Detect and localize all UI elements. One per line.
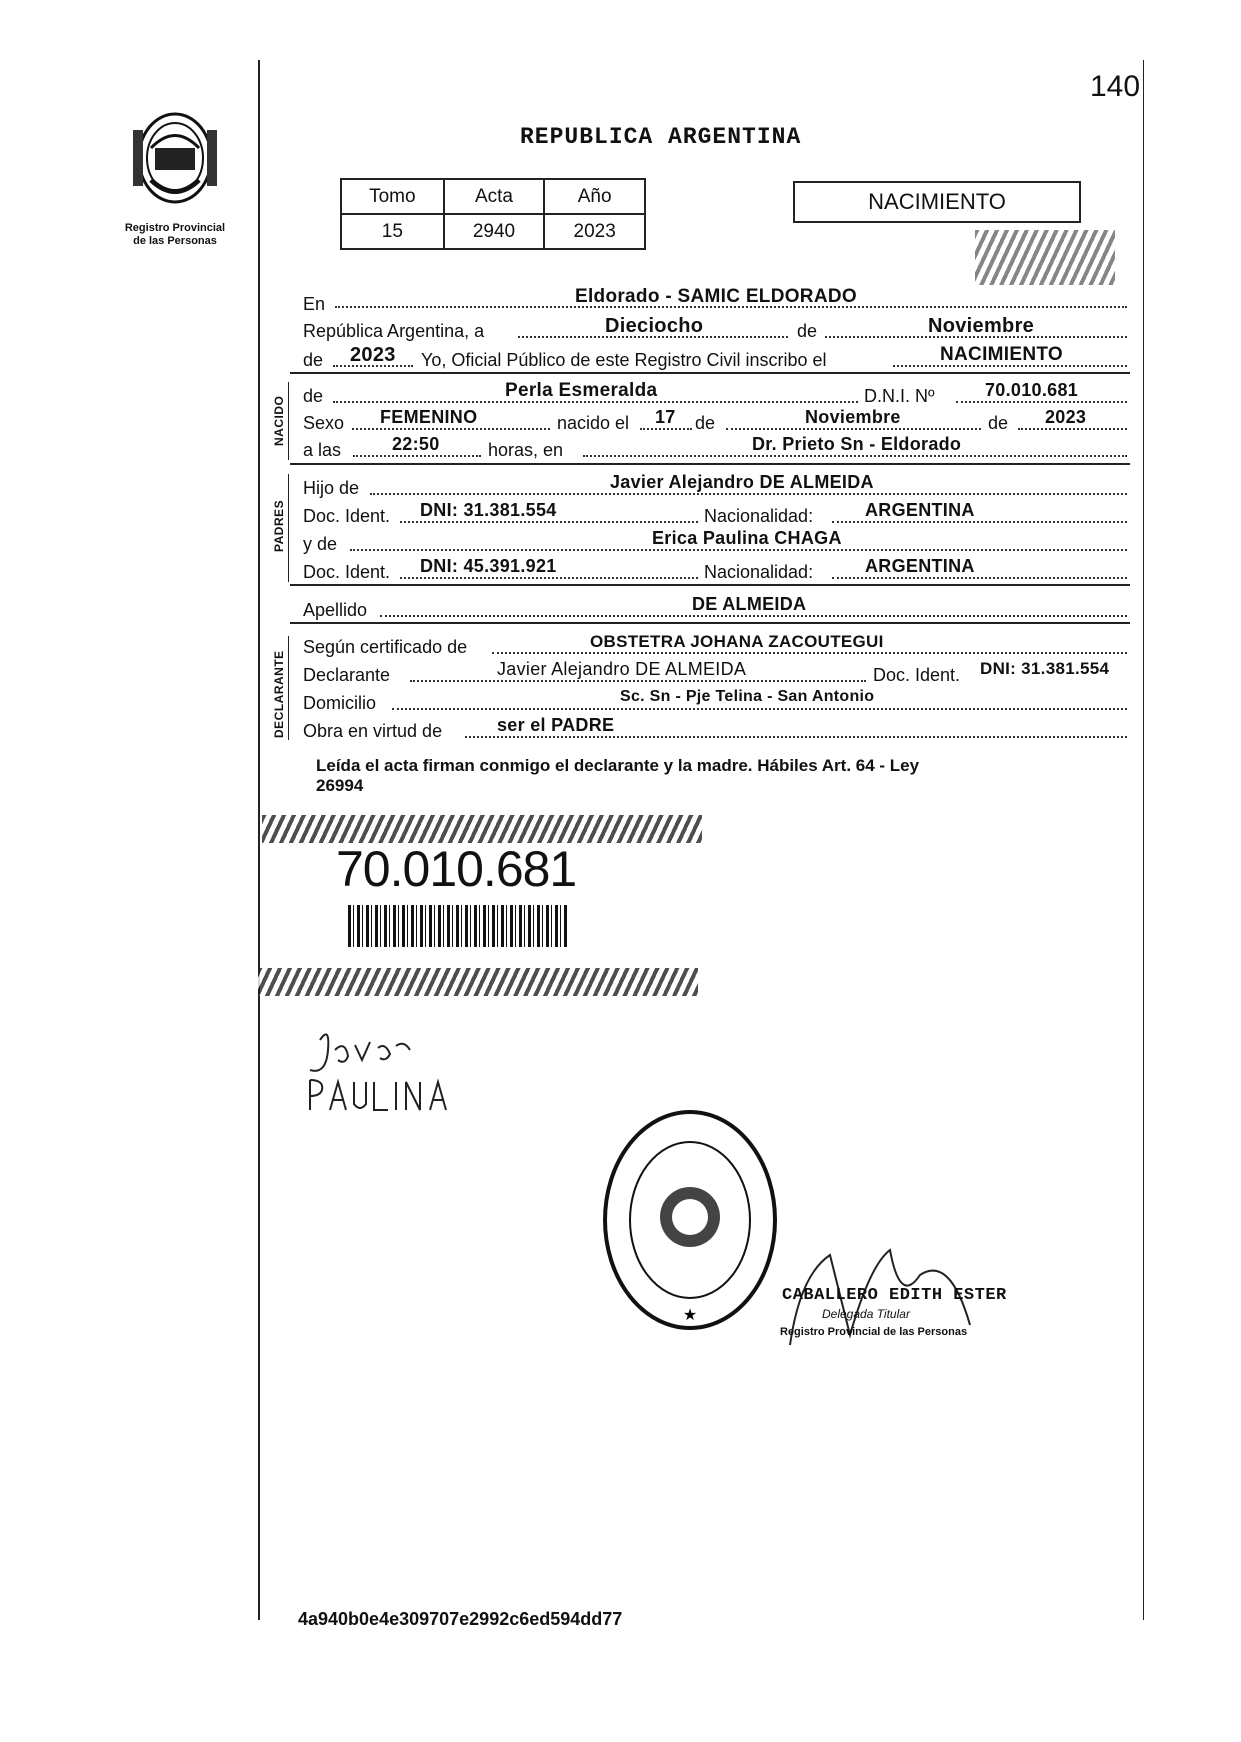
sexo-dots — [352, 428, 550, 430]
mother-dots — [350, 549, 1127, 551]
inscribo-value: NACIMIENTO — [940, 344, 1063, 365]
nacido-name-value: Perla Esmeralda — [505, 380, 658, 401]
padres-bracket — [288, 474, 289, 582]
de-label: de — [797, 321, 818, 341]
father-dots — [370, 493, 1127, 495]
tomo-header: Tomo — [341, 179, 444, 214]
obra-dots — [465, 736, 1127, 738]
document-title: REPUBLICA ARGENTINA — [520, 124, 802, 150]
hour-dots — [353, 455, 481, 457]
logo-caption-line1: Registro Provincial — [124, 222, 226, 234]
doc1-label: Doc. Ident. — [303, 506, 391, 526]
dom-label: Domicilio — [303, 693, 377, 713]
officer-office: Registro Provincial de las Personas — [780, 1326, 968, 1338]
birth-month-dots — [726, 428, 981, 430]
cert-dots — [492, 652, 1127, 654]
nacido-divider — [290, 463, 1130, 465]
nacido-bracket — [288, 382, 289, 460]
padres-side-label: PADRES — [272, 499, 286, 552]
security-pattern — [975, 230, 1115, 285]
left-margin-line — [258, 60, 260, 1620]
cert-label: Según certificado de — [303, 637, 468, 657]
alas-label: a las — [303, 440, 342, 460]
nac2-label: Nacionalidad: — [704, 562, 814, 582]
anio-header: Año — [544, 179, 645, 214]
day-value: Dieciocho — [605, 315, 704, 337]
year-value: 2023 — [350, 344, 396, 366]
decl-doc-label: Doc. Ident. — [873, 665, 961, 685]
footer-hash: 4a940b0e4e309707e2992c6ed594dd77 — [298, 1609, 623, 1629]
reference-table — [340, 178, 646, 250]
page-number: 140 — [1090, 70, 1141, 103]
birth-month-value: Noviembre — [805, 407, 901, 427]
hour-value: 22:50 — [392, 434, 440, 454]
header-divider — [290, 372, 1130, 374]
nac1-value: ARGENTINA — [865, 500, 975, 520]
birth-year-dots — [1018, 428, 1127, 430]
dom-value: Sc. Sn - Pje Telina - San Antonio — [620, 688, 875, 705]
logo-caption — [100, 222, 250, 248]
doc2-dots — [400, 577, 698, 579]
dni-label: D.N.I. Nº — [864, 386, 935, 406]
acta-value: 2940 — [444, 214, 545, 249]
nac2-value: ARGENTINA — [865, 556, 975, 576]
tomo-value: 15 — [341, 214, 444, 249]
registry-logo — [125, 108, 225, 218]
place-value: Dr. Prieto Sn - Eldorado — [752, 434, 962, 454]
en-label: En — [303, 294, 326, 314]
nacido-side-label: NACIDO — [272, 395, 286, 446]
right-margin-line — [1143, 60, 1144, 1620]
officer-name: CABALLERO EDITH ESTER — [782, 1286, 1007, 1305]
place-dots — [583, 455, 1127, 457]
closing-line1: Leída el acta firman conmigo el declarante y la madre. Hábiles Art. 64 - Ley — [316, 756, 920, 775]
father-value: Javier Alejandro DE ALMEIDA — [610, 472, 874, 492]
reference-table-value-row — [341, 214, 645, 249]
birth-year-value: 2023 — [1045, 407, 1087, 427]
decl-value: Javier Alejandro DE ALMEIDA — [497, 659, 747, 679]
seal-icon — [125, 108, 225, 218]
nac1-dots — [832, 521, 1127, 523]
obra-value: ser el PADRE — [497, 715, 615, 735]
apellido-divider — [290, 622, 1130, 624]
cert-value: OBSTETRA JOHANA ZACOUTEGUI — [590, 632, 884, 651]
apellido-value: DE ALMEIDA — [692, 594, 807, 614]
doc2-label: Doc. Ident. — [303, 562, 391, 582]
horas-label: horas, en — [488, 440, 564, 460]
decl-doc-value: DNI: 31.381.554 — [980, 659, 1110, 678]
doc1-dots — [400, 521, 698, 523]
sexo-label: Sexo — [303, 413, 345, 433]
closing-line2: 26994 — [316, 776, 364, 795]
barcode-top-pattern — [262, 815, 702, 843]
apellido-dots — [380, 615, 1127, 617]
nacido-de-label: de — [303, 386, 324, 406]
officer-role: Delegada Titular — [822, 1307, 910, 1321]
reference-table-header-row — [341, 179, 645, 214]
svg-text:★: ★ — [682, 1305, 698, 1324]
official-stamp — [600, 1105, 780, 1335]
birth-day-dots — [640, 428, 692, 430]
decl-label: Declarante — [303, 665, 391, 685]
dni-value: 70.010.681 — [985, 380, 1079, 400]
sexo-value: FEMENINO — [380, 407, 478, 427]
nac2-dots — [832, 577, 1127, 579]
declarante-bracket — [288, 636, 289, 740]
barcode-number: 70.010.681 — [336, 841, 577, 897]
birth-de-label: de — [695, 413, 716, 433]
doc2-value: DNI: 45.391.921 — [420, 556, 557, 576]
barcode — [348, 905, 568, 947]
republica-label: República Argentina, a — [303, 321, 485, 341]
nac1-label: Nacionalidad: — [704, 506, 814, 526]
closing-text — [316, 756, 919, 796]
en-value: Eldorado - SAMIC ELDORADO — [575, 286, 857, 307]
birth-day-value: 17 — [655, 407, 676, 427]
nacido-el-label: nacido el — [557, 413, 630, 433]
inscribo-label: Yo, Oficial Público de este Registro Civil inscribo el — [421, 350, 827, 370]
apellido-label: Apellido — [303, 600, 368, 620]
acta-header: Acta — [444, 179, 545, 214]
birth-de2-label: de — [988, 413, 1009, 433]
de2-label: de — [303, 350, 324, 370]
dom-dots — [392, 708, 1127, 710]
logo-caption-line2: de las Personas — [133, 235, 217, 247]
obra-label: Obra en virtud de — [303, 721, 443, 741]
dni-dots — [956, 401, 1127, 403]
handwritten-signature — [300, 1020, 470, 1120]
record-type: NACIMIENTO — [868, 189, 1006, 214]
record-type-box — [793, 181, 1081, 223]
doc1-value: DNI: 31.381.554 — [420, 500, 557, 520]
month-value: Noviembre — [928, 315, 1035, 337]
decl-dots — [410, 680, 866, 682]
hijo-label: Hijo de — [303, 478, 360, 498]
yde-label: y de — [303, 534, 338, 554]
declarante-side-label: DECLARANTE — [272, 650, 286, 738]
anio-value: 2023 — [544, 214, 645, 249]
padres-divider — [290, 584, 1130, 586]
barcode-bottom-pattern — [258, 968, 698, 996]
mother-value: Erica Paulina CHAGA — [652, 528, 842, 548]
